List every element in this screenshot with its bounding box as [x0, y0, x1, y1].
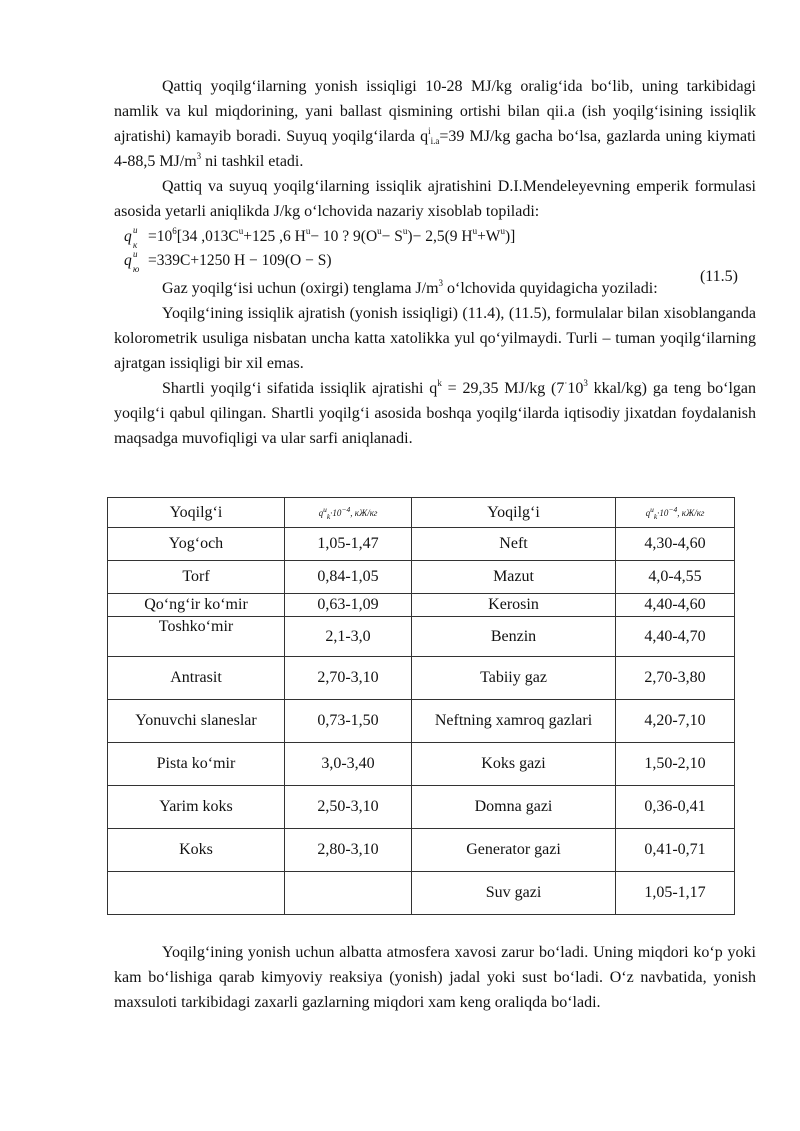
- text-fragment: = 29,35 MJ/kg (7: [441, 380, 565, 397]
- unit-sup: −4: [668, 504, 678, 514]
- fuel-name-cell: Generator gazi: [412, 829, 616, 872]
- formula-sup: u: [500, 226, 505, 236]
- heat-range-cell: 4,20-7,10: [616, 700, 735, 743]
- superscript: 3: [583, 378, 588, 388]
- text-fragment: =39 MJ/kg gacha bo‘lsa, gazlarda uning kiymati 4-88,5 MJ/m: [114, 128, 757, 170]
- closing-section: [114, 940, 756, 1015]
- unit-text: , кЖ/кг: [677, 507, 705, 518]
- heat-range-cell: 0,84-1,05: [285, 561, 412, 594]
- text-fragment: kkal/kg) ga teng bo‘lgan yoqilg‘i qabul qilingan. Shartli yoqilg‘i asosida boshqa yoqilg‘ilarda iqtisodiy jixatdan foydalanish maqsadga muvofiqligi va ular sarfi aniqlanadi.: [114, 380, 756, 447]
- fuel-name-cell: Yonuvchi slaneslar: [108, 700, 285, 743]
- table-row: [108, 528, 735, 561]
- text-fragment: Shartli yoqilg‘i sifatida issiqlik ajratishi q: [162, 380, 438, 397]
- heat-range-cell: 2,70-3,80: [616, 657, 735, 700]
- header-fuel-2: Yoqilg‘i: [412, 498, 616, 528]
- superscript: 3: [438, 278, 444, 288]
- paragraph-mendeleyev-formula: Qattiq va suyuq yoqilg‘ilarning issiqlik ajratishini D.I.Mendeleyevning emperik formulasi asosida yetarli aniqlikda J/kg o‘lchovida nazariy xisoblab topiladi:: [114, 178, 756, 220]
- unit-text: ·10: [657, 507, 669, 518]
- unit-sup: u: [323, 504, 327, 514]
- formula-symbol: q: [124, 228, 132, 245]
- unit-sup: u: [650, 504, 654, 514]
- formula-sup: u: [238, 226, 244, 236]
- table-row: [108, 561, 735, 594]
- fuel-name-cell: Benzin: [412, 617, 616, 657]
- formula-sup: u: [133, 225, 138, 235]
- superscript: i: [428, 126, 431, 136]
- heat-range-cell: 2,70-3,10: [285, 657, 412, 700]
- formula-text: − 10 ? 9(O: [310, 228, 378, 245]
- unit-text: , кЖ/кг: [350, 507, 378, 518]
- formula-sup: u: [377, 226, 382, 236]
- formula-sup: u: [305, 226, 311, 236]
- fuel-name-cell: Suv gazi: [412, 872, 616, 915]
- formula-line-1: [124, 226, 756, 250]
- paragraph-solid-fuel-heat: [114, 74, 756, 174]
- paragraph-air-requirement: Yoqilg‘ining yonish uchun albatta atmosfera xavosi zarur bo‘ladi. Uning miqdori ko‘p yoki kam bo‘lishiga qarab kimyoviy reaksiya (yonish) jadal yoki sust bo‘ladi. O‘z navbatida, yonish maxsuloti tarkibidagi zaxarli gazlarning miqdori xam keng oraliqda bo‘ladi.: [114, 944, 756, 1011]
- formula-sup: 6: [172, 226, 177, 236]
- heat-range-cell: 0,41-0,71: [616, 829, 735, 872]
- table-row: [108, 657, 735, 700]
- formula-text: =339C+1250 H − 109(O − S): [148, 252, 332, 269]
- heat-range-cell: 4,40-4,70: [616, 617, 735, 657]
- header-fuel-1: Yoqilg‘i: [108, 498, 285, 528]
- table-row: [108, 743, 735, 786]
- fuel-name-cell: Neft: [412, 528, 616, 561]
- paragraph-calculation-accuracy: Yoqilg‘ining issiqlik ajratish (yonish issiqligi) (11.4), (11.5), formulalar bilan xisoblanganda kolorometrik usuliga nisbatan uncha katta xatolikka yul qo‘yilmaydi. Turli – tuman yoqilg‘ilarning ajratgan issiqligi bir xil emas.: [114, 305, 756, 372]
- heat-range-cell: 1,05-1,17: [616, 872, 735, 915]
- text-fragment: Gaz yoqilg‘isi uchun (oxirgi) tenglama J/m: [162, 280, 439, 297]
- table-header-row: [108, 498, 735, 528]
- heat-range-cell: 0,63-1,09: [285, 594, 412, 617]
- paragraph-gas-fuel: [114, 276, 756, 301]
- table-row: [108, 786, 735, 829]
- heat-range-cell: 2,80-3,10: [285, 829, 412, 872]
- paragraph-conventional-fuel: [114, 376, 756, 451]
- text-fragment: Qattiq yoqilg‘ilarning yonish issiqligi 10-28 MJ/kg oralig‘ida bo‘lib, uning tarkibidagi namlik va kul miqdorining, yani ballast qismining ortishi bilan qii.a (ish yoqilg‘isining issiqlik ajratishi) kamayib boradi. Suyuq yoqilg‘ilarda q: [114, 78, 756, 145]
- unit-text: ·10: [330, 507, 342, 518]
- fuel-name-cell: Torf: [108, 561, 285, 594]
- heat-range-cell: [285, 872, 412, 915]
- heat-range-cell: 0,36-0,41: [616, 786, 735, 829]
- formula-text: )]: [504, 228, 516, 245]
- fuel-heat-table: [107, 497, 735, 915]
- fuel-name-cell: [108, 872, 285, 915]
- fuel-name-cell: Tabiiy gaz: [412, 657, 616, 700]
- superscript: 3: [196, 151, 202, 161]
- fuel-name-cell: Kerosin: [412, 594, 616, 617]
- text-fragment: 10: [567, 380, 584, 397]
- unit-symbol: q: [318, 507, 324, 518]
- formula-text: − S: [381, 228, 403, 245]
- table-row: [108, 829, 735, 872]
- table-row: [108, 594, 735, 617]
- formula-sub: ю: [133, 264, 140, 274]
- text-fragment: o‘lchovida quyidagicha yoziladi:: [443, 280, 658, 297]
- unit-symbol: q: [645, 507, 651, 518]
- heat-range-cell: 4,40-4,60: [616, 594, 735, 617]
- page-body: [114, 74, 756, 451]
- formula-sup: u: [472, 226, 478, 236]
- unit-sup: −4: [341, 504, 351, 514]
- mendeleyev-formula: [124, 225, 756, 285]
- fuel-name-cell: Domna gazi: [412, 786, 616, 829]
- formula-text: +W: [477, 228, 501, 245]
- formula-symbol: q: [124, 252, 132, 269]
- fuel-name-cell: Yarim koks: [108, 786, 285, 829]
- table-body: [108, 528, 735, 915]
- formula-text: =10: [148, 228, 173, 245]
- fuel-name-cell: Antrasit: [108, 657, 285, 700]
- fuel-name-cell: Mazut: [412, 561, 616, 594]
- unit-sub: k: [653, 511, 658, 521]
- fuel-name-cell: Qo‘ng‘ir ko‘mir: [108, 594, 285, 617]
- fuel-name-cell: Pista ko‘mir: [108, 743, 285, 786]
- heat-range-cell: 2,1-3,0: [285, 617, 412, 657]
- text-fragment: ni tashkil etadi.: [201, 153, 304, 170]
- fuel-name-cell: Koks gazi: [412, 743, 616, 786]
- formula-sup: u: [402, 226, 408, 236]
- table-row: [108, 617, 735, 657]
- formula-sup: u: [133, 249, 138, 259]
- heat-range-cell: 4,30-4,60: [616, 528, 735, 561]
- formula-text: )− 2,5(9 H: [407, 228, 473, 245]
- superscript: k: [437, 378, 442, 388]
- heat-range-cell: 1,50-2,10: [616, 743, 735, 786]
- equation-number: (11.5): [699, 268, 738, 285]
- fuel-name-cell: Neftning xamroq gazlari: [412, 700, 616, 743]
- heat-range-cell: 2,50-3,10: [285, 786, 412, 829]
- fuel-name-cell: Koks: [108, 829, 285, 872]
- heat-range-cell: 3,0-3,40: [285, 743, 412, 786]
- superscript: ·: [564, 378, 568, 388]
- formula-line-2: [124, 250, 756, 274]
- table-row: [108, 700, 735, 743]
- fuel-name-cell: Toshko‘mir: [108, 617, 285, 657]
- heat-range-cell: 4,0-4,55: [616, 561, 735, 594]
- header-heat-unit-2: [616, 498, 735, 528]
- subscript: i.a: [430, 136, 440, 146]
- formula-text: +125 ,6 H: [243, 228, 306, 245]
- heat-range-cell: 0,73-1,50: [285, 700, 412, 743]
- formula-sub: к: [133, 240, 138, 250]
- fuel-name-cell: Yog‘och: [108, 528, 285, 561]
- header-heat-unit-1: [285, 498, 412, 528]
- unit-sub: k: [326, 511, 331, 521]
- heat-range-cell: 1,05-1,47: [285, 528, 412, 561]
- formula-text: [34 ,013C: [176, 228, 239, 245]
- table-row: [108, 872, 735, 915]
